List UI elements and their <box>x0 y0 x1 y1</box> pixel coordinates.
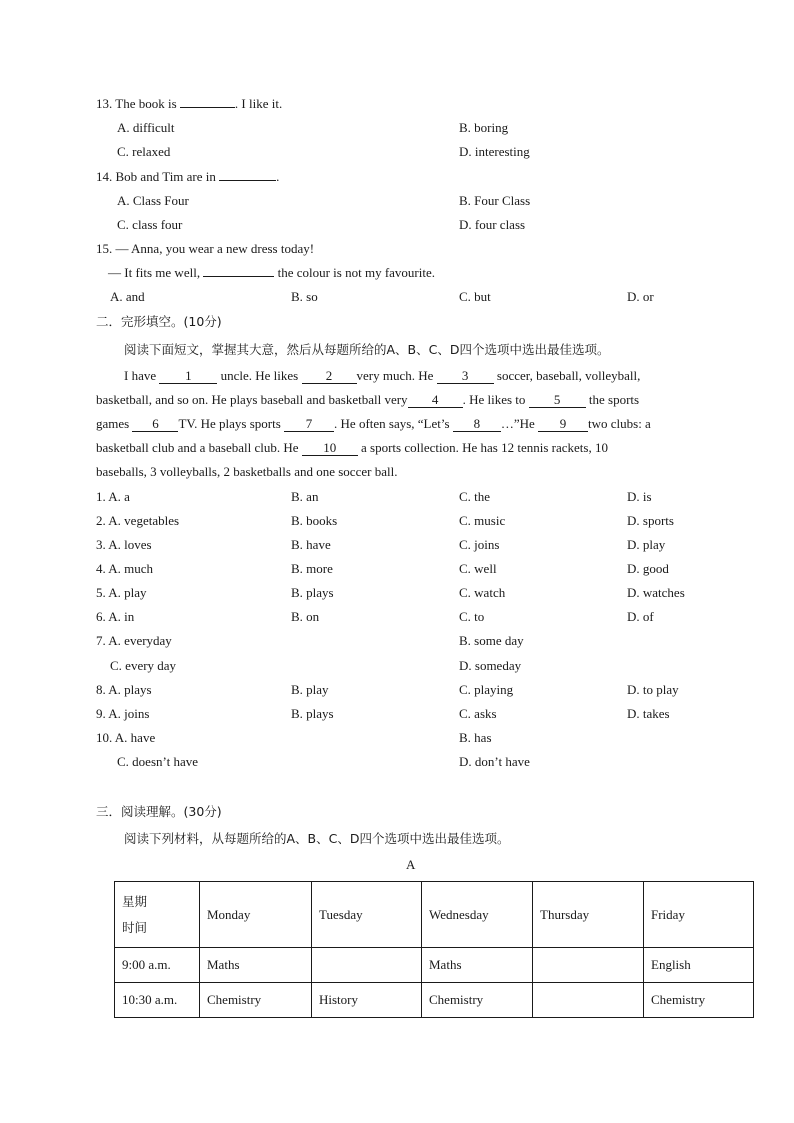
timetable <box>114 881 754 1018</box>
timetable-header-row <box>115 882 754 948</box>
passage-line-2: basketball, and so on. He plays baseball and basketball very 4 . He likes to 5 the sports <box>96 392 640 407</box>
cloze-8-option-d[interactable]: D. to play <box>627 682 679 697</box>
q14-option-c[interactable]: C. class four <box>117 217 183 232</box>
cloze-10-option-a[interactable]: 10. A. have <box>96 730 156 745</box>
time-cell: 10:30 a.m. <box>115 983 200 1018</box>
cloze-8-option-b[interactable]: B. play <box>291 682 329 697</box>
cloze-7-option-b[interactable]: B. some day <box>459 633 524 648</box>
subject-cell <box>533 983 644 1018</box>
cloze-7-option-c[interactable]: C. every day <box>110 658 177 673</box>
cloze-blank-8[interactable]: 8 <box>453 417 501 432</box>
cloze-9-option-b[interactable]: B. plays <box>291 706 334 721</box>
cloze-4-option-c[interactable]: C. well <box>459 561 497 576</box>
section2-title: 二．完形填空。(10分) <box>96 314 222 329</box>
cloze-3-option-a[interactable]: 3. A. loves <box>96 537 152 552</box>
cloze-10-option-d[interactable]: D. don’t have <box>459 754 530 769</box>
subject-cell: Chemistry <box>644 983 754 1018</box>
day-header: Thursday <box>533 882 644 948</box>
q14-option-b[interactable]: B. Four Class <box>459 193 531 208</box>
cloze-5-option-b[interactable]: B. plays <box>291 585 334 600</box>
q14-option-d[interactable]: D. four class <box>459 217 526 232</box>
cloze-10-option-c[interactable]: C. doesn’t have <box>117 754 198 769</box>
day-header: Monday <box>200 882 312 948</box>
q14-stem: 14. Bob and Tim are in . <box>96 169 280 184</box>
cloze-1-option-c[interactable]: C. the <box>459 489 491 504</box>
passage-line-3: games 6 TV. He plays sports 7 . He often says, “Let’s 8 …”He 9 two clubs: a <box>96 416 651 431</box>
subject-cell: Maths <box>200 948 312 983</box>
cloze-7-option-a[interactable]: 7. A. everyday <box>96 633 172 648</box>
section3-title: 三．阅读理解。(30分) <box>96 804 222 819</box>
section2-instruction: 阅读下面短文，掌握其大意，然后从每题所给的A、B、C、D四个选项中选出最佳选项。 <box>124 342 610 357</box>
cloze-9-option-c[interactable]: C. asks <box>459 706 497 721</box>
section3-instruction: 阅读下列材料，从每题所给的A、B、C、D四个选项中选出最佳选项。 <box>124 831 510 846</box>
q15-stem: 15. — Anna, you wear a new dress today! <box>96 241 315 256</box>
cloze-6-option-d[interactable]: D. of <box>627 609 654 624</box>
cloze-8-option-a[interactable]: 8. A. plays <box>96 682 152 697</box>
cloze-2-option-c[interactable]: C. music <box>459 513 506 528</box>
cloze-4-option-b[interactable]: B. more <box>291 561 333 576</box>
subject-cell: Maths <box>422 948 533 983</box>
q13-option-b[interactable]: B. boring <box>459 120 509 135</box>
cloze-blank-3[interactable]: 3 <box>437 369 494 384</box>
cloze-3-option-c[interactable]: C. joins <box>459 537 500 552</box>
cloze-blank-10[interactable]: 10 <box>302 441 358 456</box>
cloze-6-option-b[interactable]: B. on <box>291 609 320 624</box>
cloze-blank-4[interactable]: 4 <box>408 393 463 408</box>
cloze-9-option-d[interactable]: D. takes <box>627 706 670 721</box>
q13-option-a[interactable]: A. difficult <box>117 120 175 135</box>
subject-cell: English <box>644 948 754 983</box>
subject-cell <box>312 948 422 983</box>
timetable-row <box>115 983 754 1018</box>
q15-blank[interactable] <box>203 276 274 277</box>
cloze-blank-1[interactable]: 1 <box>159 369 217 384</box>
subject-cell <box>533 948 644 983</box>
passage-line-5: baseballs, 3 volleyballs, 2 basketballs and one soccer ball. <box>96 464 398 479</box>
cloze-3-option-b[interactable]: B. have <box>291 537 331 552</box>
day-header: Friday <box>644 882 754 948</box>
q13-blank[interactable] <box>180 107 235 108</box>
cloze-1-option-b[interactable]: B. an <box>291 489 319 504</box>
cloze-3-option-d[interactable]: D. play <box>627 537 666 552</box>
cloze-2-option-b[interactable]: B. books <box>291 513 338 528</box>
cloze-blank-9[interactable]: 9 <box>538 417 588 432</box>
day-header: Tuesday <box>312 882 422 948</box>
q14-blank[interactable] <box>219 180 276 181</box>
cloze-6-option-c[interactable]: C. to <box>459 609 485 624</box>
q13-stem: 13. The book is . I like it. <box>96 96 283 111</box>
cloze-1-option-a[interactable]: 1. A. a <box>96 489 130 504</box>
q14-option-a[interactable]: A. Class Four <box>117 193 189 208</box>
q13-option-d[interactable]: D. interesting <box>459 144 530 159</box>
subject-cell: Chemistry <box>422 983 533 1018</box>
cloze-9-option-a[interactable]: 9. A. joins <box>96 706 150 721</box>
cloze-5-option-d[interactable]: D. watches <box>627 585 685 600</box>
timetable-corner-cell <box>115 882 200 948</box>
cloze-8-option-c[interactable]: C. playing <box>459 682 514 697</box>
day-header: Wednesday <box>422 882 533 948</box>
q15-option-a[interactable]: A. and <box>110 289 145 304</box>
cloze-2-option-d[interactable]: D. sports <box>627 513 674 528</box>
passage-line-4: basketball club and a baseball club. He 10 a sports collection. He has 12 tennis rackets, 10 <box>96 440 608 455</box>
cloze-blank-2[interactable]: 2 <box>302 369 357 384</box>
corner-label-day: 星期 <box>122 893 148 909</box>
q15-option-c[interactable]: C. but <box>459 289 491 304</box>
timetable-row <box>115 948 754 983</box>
cloze-2-option-a[interactable]: 2. A. vegetables <box>96 513 180 528</box>
q13-option-c[interactable]: C. relaxed <box>117 144 171 159</box>
cloze-1-option-d[interactable]: D. is <box>627 489 652 504</box>
subject-cell: History <box>312 983 422 1018</box>
cloze-5-option-a[interactable]: 5. A. play <box>96 585 147 600</box>
passage-label: A <box>406 857 416 872</box>
time-cell: 9:00 a.m. <box>115 948 200 983</box>
cloze-4-option-d[interactable]: D. good <box>627 561 669 576</box>
cloze-blank-7[interactable]: 7 <box>284 417 334 432</box>
corner-label-time: 时间 <box>122 919 148 935</box>
cloze-10-option-b[interactable]: B. has <box>459 730 492 745</box>
cloze-blank-5[interactable]: 5 <box>529 393 586 408</box>
passage-line-1: I have 1 uncle. He likes 2 very much. He 3 soccer, baseball, volleyball, <box>124 368 641 383</box>
cloze-6-option-a[interactable]: 6. A. in <box>96 609 135 624</box>
q15-option-d[interactable]: D. or <box>627 289 654 304</box>
cloze-7-option-d[interactable]: D. someday <box>459 658 522 673</box>
q15-reply: — It fits me well, the colour is not my favourite. <box>108 265 435 280</box>
cloze-blank-6[interactable]: 6 <box>132 417 178 432</box>
cloze-5-option-c[interactable]: C. watch <box>459 585 506 600</box>
subject-cell: Chemistry <box>200 983 312 1018</box>
q15-option-b[interactable]: B. so <box>291 289 318 304</box>
cloze-4-option-a[interactable]: 4. A. much <box>96 561 154 576</box>
